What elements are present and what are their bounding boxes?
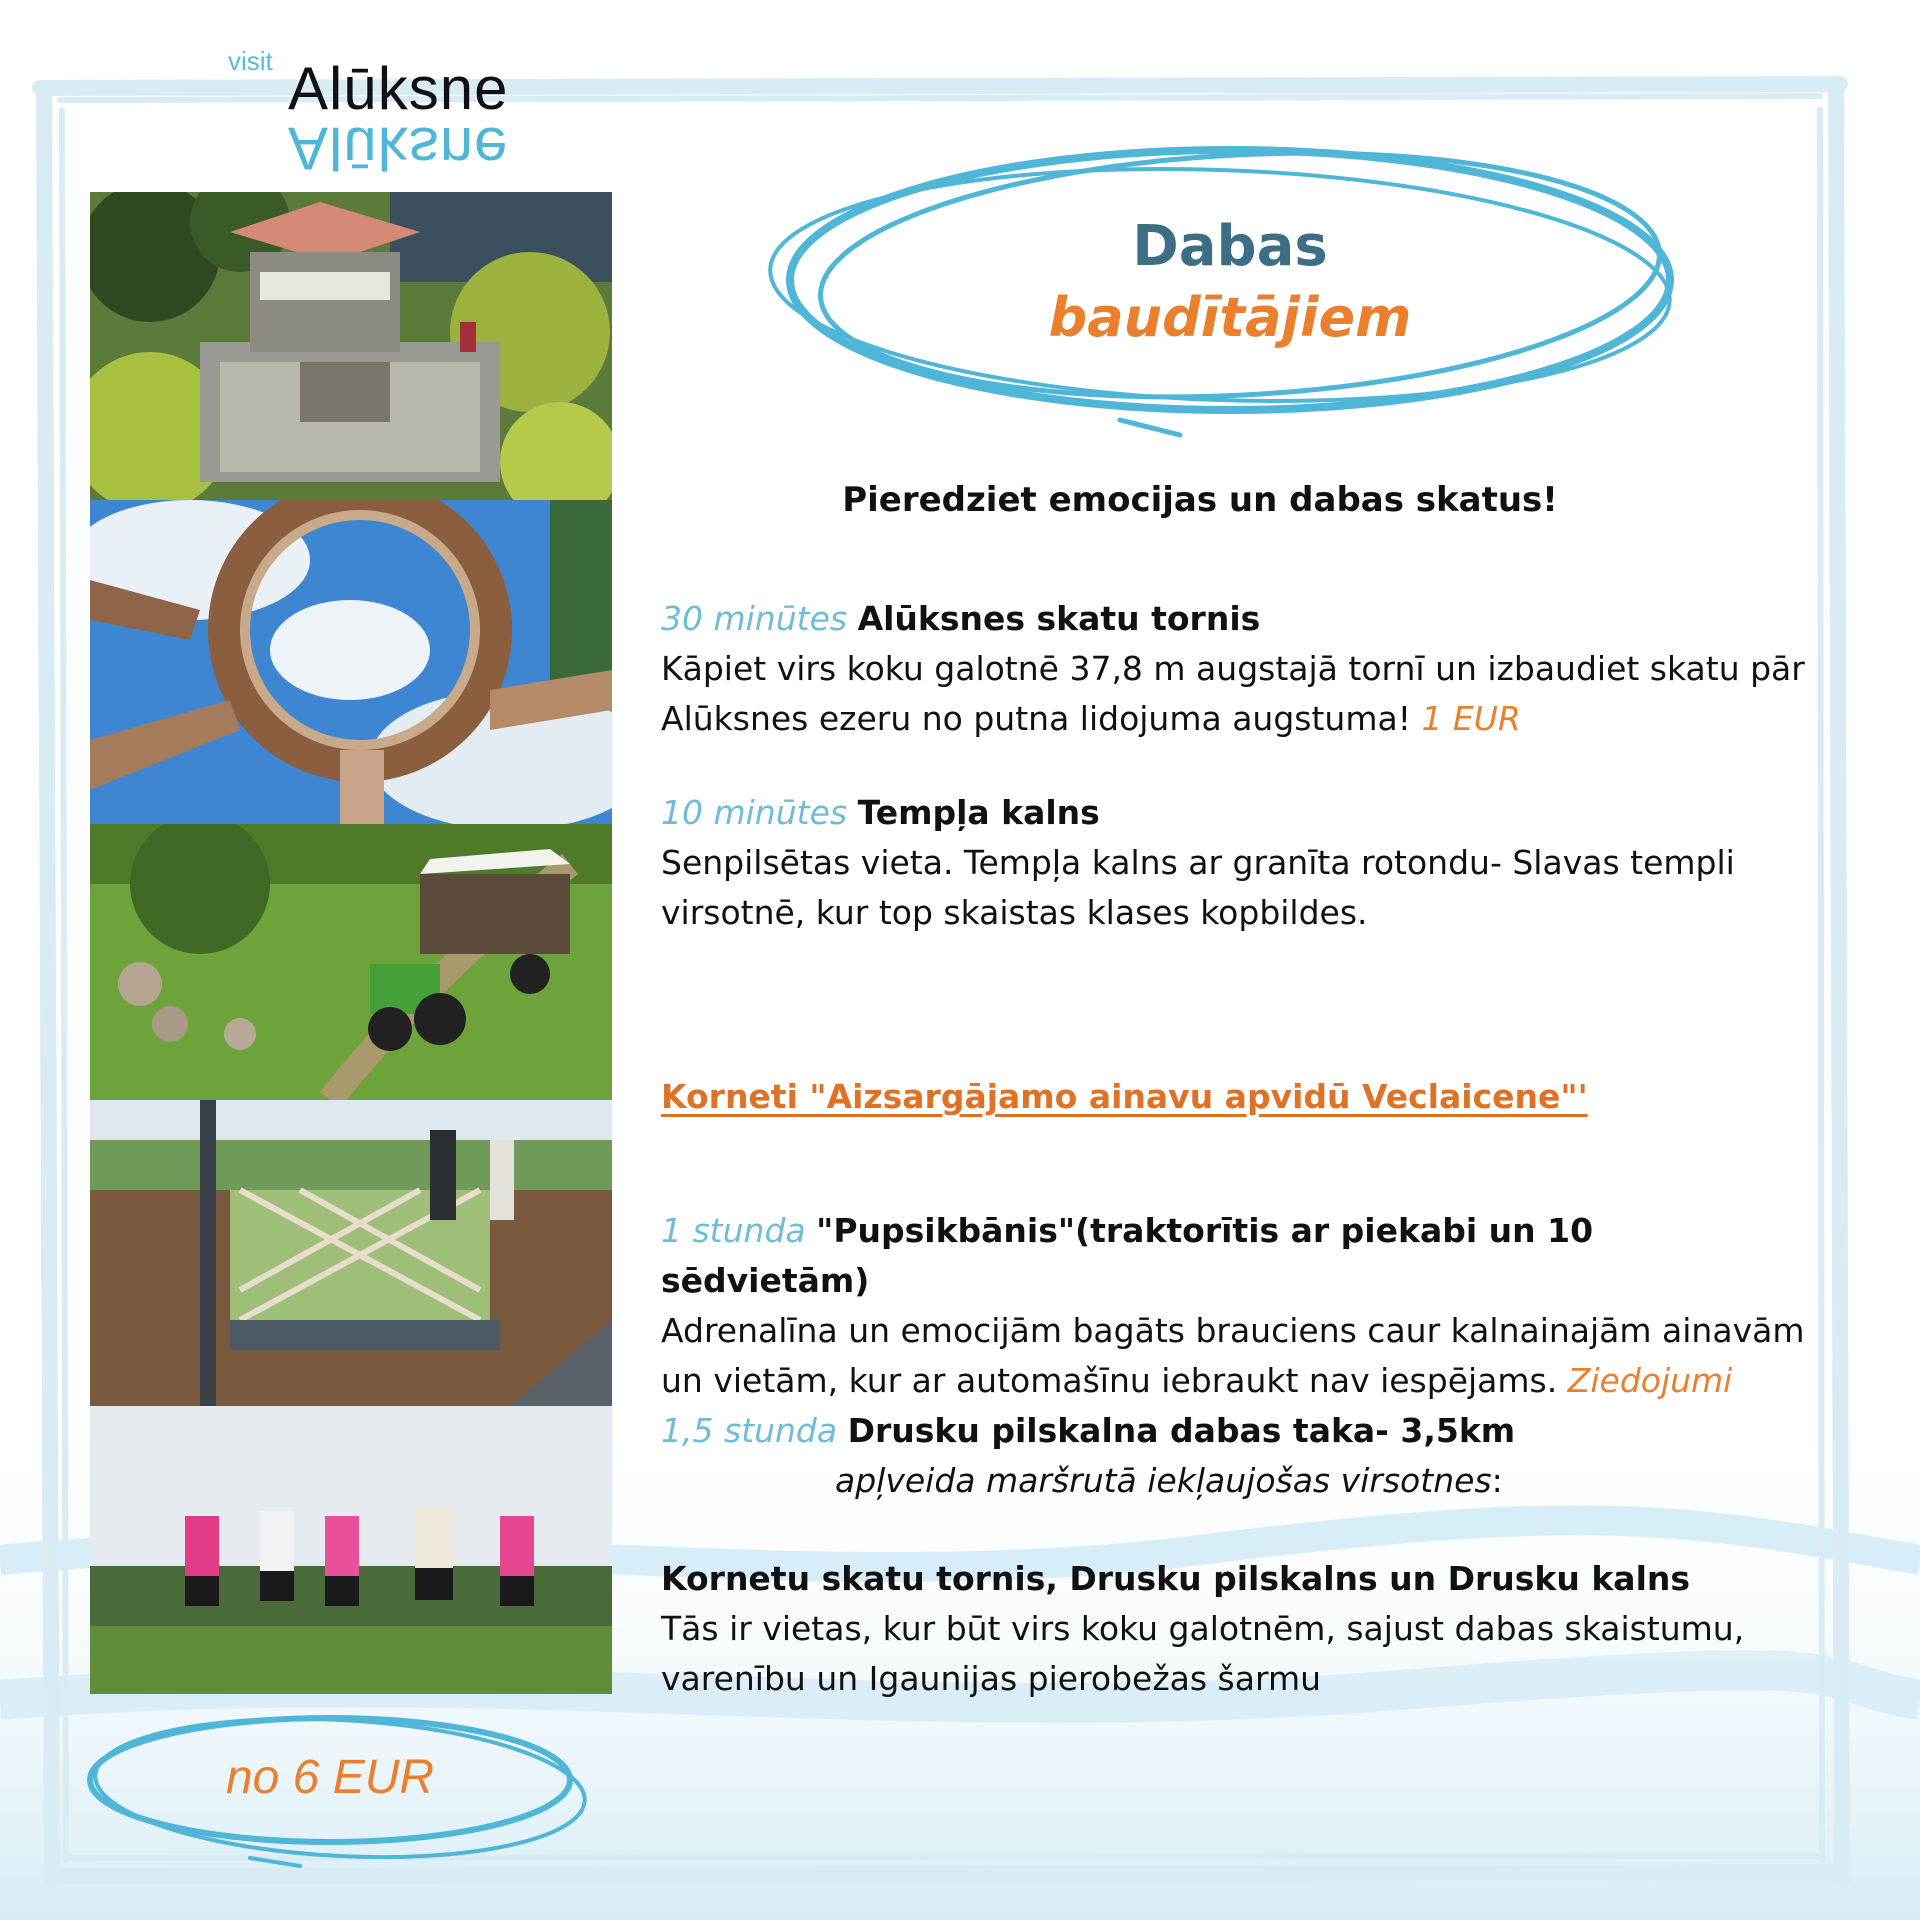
title-line-2: baudītājiem	[1048, 286, 1412, 349]
photo-rotunda-sky	[90, 500, 612, 824]
photo-tower-platform	[90, 1100, 612, 1406]
item-subnote: apļveida maršrutā iekļaujošas virsotnes	[835, 1461, 1492, 1500]
photo-observation-tower	[90, 192, 612, 500]
tagline: Pieredziet emocijas un dabas skatus!	[842, 480, 1558, 520]
item-text: Senpilsētas vieta. Tempļa kalns ar granīta rotondu- Slavas templi virsotnē, kur top skaistas klases kopbildes.	[661, 843, 1735, 932]
item-duration: 30 minūtes	[661, 599, 848, 638]
item-price: Ziedojumi	[1567, 1361, 1733, 1400]
item-name: Tempļa kalns	[857, 793, 1100, 832]
section-link-veclaicene[interactable]: Korneti "Aizsargājamo ainavu apvidū Veclaicene"'	[661, 1077, 1588, 1116]
item-temple-hill	[661, 788, 1811, 938]
price-badge	[70, 1700, 590, 1880]
item-name: "Pupsikbānis"(traktorītis ar piekabi un 10 sēdvietām)	[661, 1211, 1594, 1300]
item-duration: 1,5 stunda	[661, 1411, 838, 1450]
item-name: Alūksnes skatu tornis	[857, 599, 1261, 638]
final-title: Kornetu skatu tornis, Drusku pilskalns un Drusku kalns	[661, 1559, 1691, 1598]
item-subnote-line	[661, 1456, 1811, 1506]
item-aluksne-tower	[661, 594, 1811, 744]
final-text: Tās ir vietas, kur būt virs koku galotnēm, sajust dabas skaistumu, varenību un Igaunijas pierobežas šarmu	[661, 1609, 1745, 1698]
item-price: 1 EUR	[1421, 699, 1521, 738]
section-link-block	[661, 1072, 1811, 1122]
logo-name-text: Alūksne	[288, 55, 509, 122]
item-name: Drusku pilskalna dabas taka- 3,5km	[847, 1411, 1516, 1450]
item-text: Kāpiet virs koku galotnē 37,8 m augstajā tornī un izbaudiet skatu pār Alūksnes ezeru no putna lidojuma augstuma!	[661, 649, 1805, 738]
item-subnote-suffix: :	[1491, 1461, 1503, 1500]
photo-tractor-ride	[90, 824, 612, 1100]
item-text: Adrenalīna un emocijām bagāts brauciens caur kalnainajām ainavām un vietām, kur ar automašīnu iebraukt nav iespējams.	[661, 1311, 1805, 1400]
item-duration: 10 minūtes	[661, 793, 848, 832]
final-block	[661, 1554, 1811, 1704]
item-duration: 1 stunda	[661, 1211, 806, 1250]
title-block	[760, 110, 1700, 440]
item-drusku-trail	[661, 1406, 1811, 1506]
item-pupsikbanis	[661, 1206, 1811, 1406]
visit-aluksne-logo	[228, 40, 528, 182]
photo-column	[90, 192, 612, 1694]
photo-jumping-group	[90, 1406, 612, 1694]
logo-visit-text: visit	[228, 46, 273, 76]
badge-text: no 6 EUR	[225, 1751, 435, 1804]
logo-mirror-text: Alūksne	[288, 115, 509, 182]
title-line-1: Dabas	[1132, 214, 1328, 279]
